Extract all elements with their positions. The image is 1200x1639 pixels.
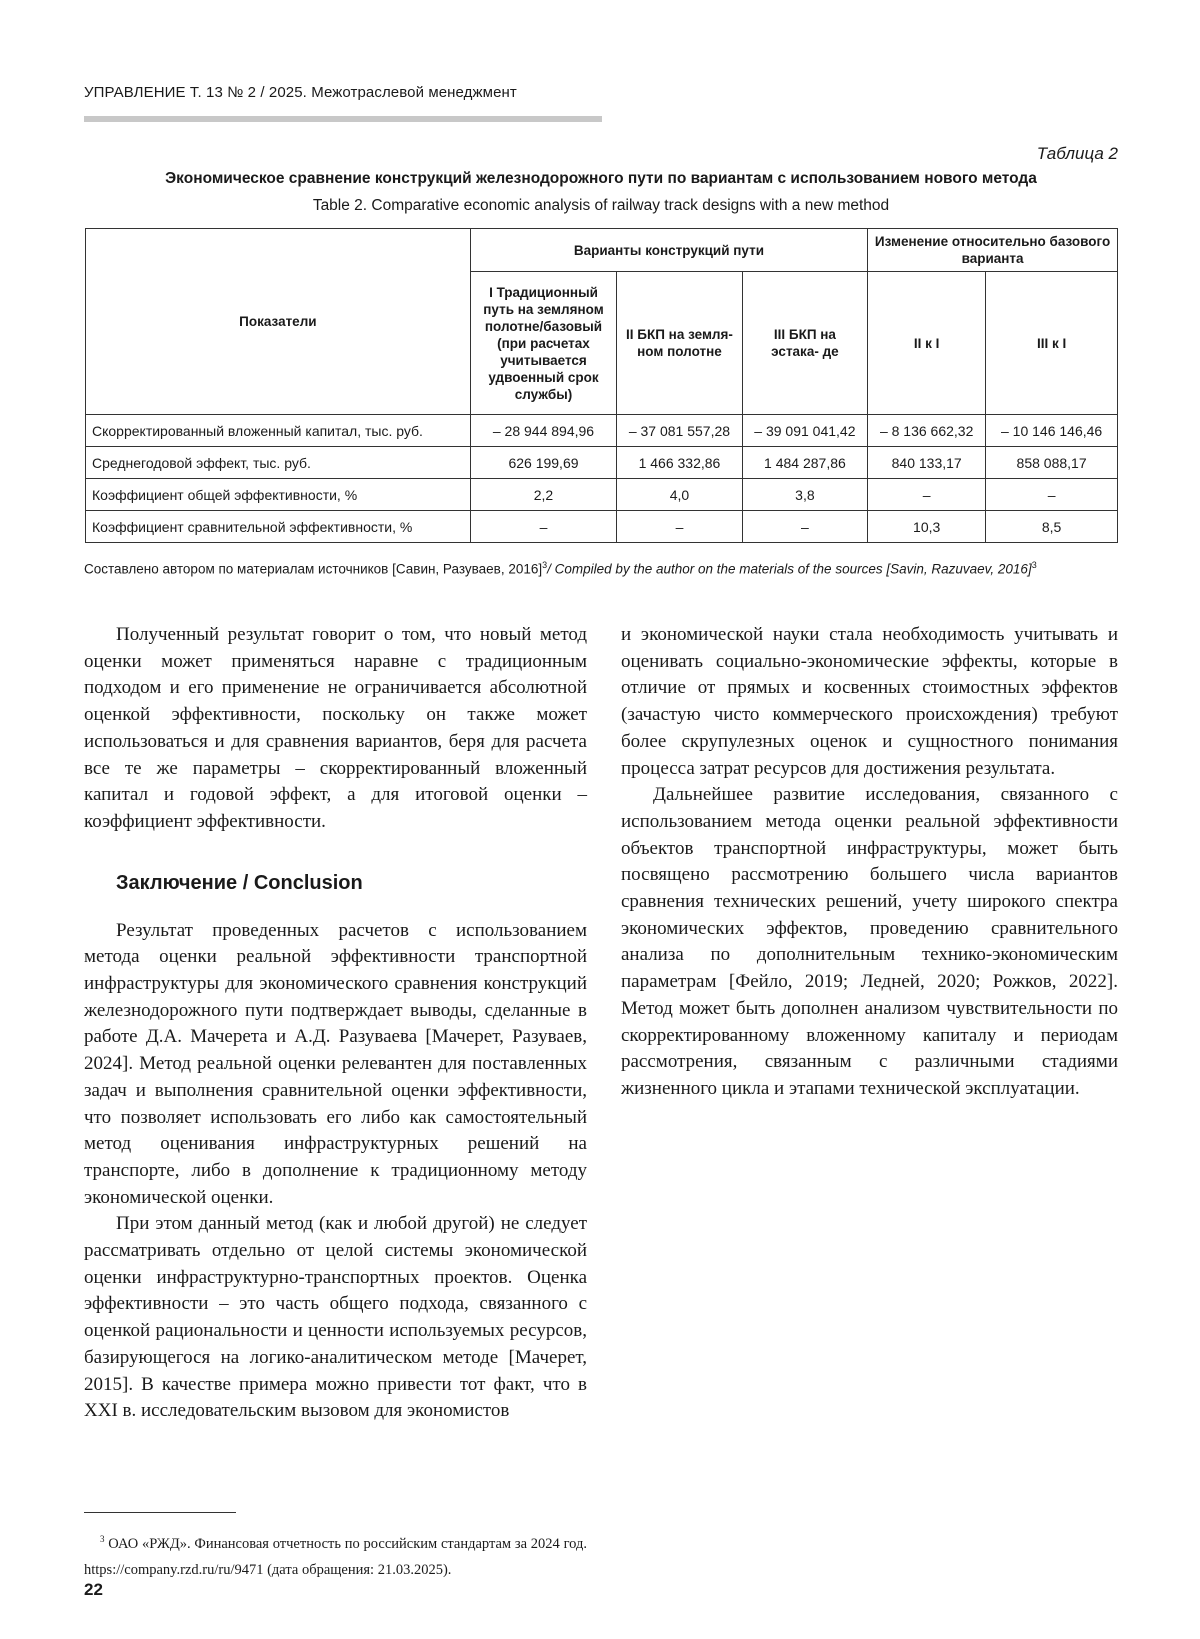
cell: – bbox=[742, 511, 867, 543]
table-title-ru: Экономическое сравнение конструкций железнодорожного пути по вариантам с использованием нового метода bbox=[165, 170, 1037, 187]
table-row bbox=[86, 415, 1118, 447]
header-col4: II к I bbox=[868, 272, 986, 415]
table-header-row bbox=[86, 229, 1118, 272]
cell: 8,5 bbox=[986, 511, 1118, 543]
right-column bbox=[621, 622, 1118, 1103]
cell: 2,2 bbox=[470, 479, 617, 511]
cell: 3,8 bbox=[742, 479, 867, 511]
cell: 1 466 332,86 bbox=[617, 447, 742, 479]
paragraph: При этом данный метод (как и любой другой) не следует рассматривать отдельно от целой системы экономической оценки инфраструктурно-транспортных проектов. Оценка эффективности – это часть общего подхода, связанного с оценкой рациональности и ценности используемых ресурсов, базирующегося на логико-аналитическом методе [Мачерет, 2015]. В качестве примера можно привести тот факт, что в XXI в. исследовательским вызовом для экономистов bbox=[84, 1213, 587, 1422]
source-en: / Compiled by the author on the materials of the sources [Savin, Razuvaev, 2016] bbox=[547, 561, 1032, 577]
paragraph: Полученный результат говорит о том, что новый метод оценки может применяться наравне с традиционным подходом и его применение не ограничивается абсолютной оценкой эффективности, поскольку он также может использоваться и для сравнения вариантов, беря для расчета все те же параметры – скорректированный вложенный капитал и годовой эффект, а для итоговой оценки – коэффициент эффективности. bbox=[84, 624, 587, 832]
footnote-mark: 3 bbox=[100, 1534, 105, 1544]
table-title-en: Table 2. Comparative economic analysis of railway track designs with a new method bbox=[312, 197, 890, 214]
table-row bbox=[86, 479, 1118, 511]
table-row bbox=[86, 511, 1118, 543]
cell: 840 133,17 bbox=[868, 447, 986, 479]
journal-name: УПРАВЛЕНИЕ bbox=[84, 84, 186, 101]
cell: 626 199,69 bbox=[470, 447, 617, 479]
left-column bbox=[84, 622, 587, 1425]
footnote-rule bbox=[84, 1512, 236, 1513]
header-col2: II БКП на земля- ном полотне bbox=[617, 272, 742, 415]
row-label: Среднегодовой эффект, тыс. руб. bbox=[86, 447, 471, 479]
header-col1: I Традиционный путь на земляном полотне/базовый (при расчетах учитывается удвоенный срок службы) bbox=[470, 272, 617, 415]
header-col5: III к I bbox=[986, 272, 1118, 415]
cell: – bbox=[617, 511, 742, 543]
table-row bbox=[86, 447, 1118, 479]
table-label: Таблица 2 bbox=[1036, 144, 1118, 163]
source-ru: Составлено автором по материалам источников [Савин, Разуваев, 2016] bbox=[84, 561, 543, 577]
header-col3: III БКП на эстака- де bbox=[742, 272, 867, 415]
issue-info: Т. 13 № 2 / 2025. Межотраслевой менеджмент bbox=[189, 84, 517, 101]
cell: – bbox=[470, 511, 617, 543]
comparison-table bbox=[85, 228, 1118, 543]
section-heading: Заключение / Conclusion bbox=[116, 871, 363, 894]
cell: – bbox=[986, 479, 1118, 511]
row-label: Коэффициент общей эффективности, % bbox=[86, 479, 471, 511]
paragraph: Дальнейшее развитие исследования, связанного с использованием метода оценки реальной эффективности объектов транспортной инфраструктуры, может быть посвящено рассмотрению большего числа вариантов сравнения технических решений, учету широкого спектра экономических эффектов, проведению сравнительного анализа по дополнительным технико-экономическим параметрам [Фейло, 2019; Ледней, 2020; Рожков, 2022]. Метод может быть дополнен анализом чувствительности по скорректированному вложенному капиталу и периодам рассмотрения, связанным с различными стадиями жизненного цикла и этапами технической эксплуатации. bbox=[621, 784, 1118, 1099]
source-footnote-mark-en: 3 bbox=[1031, 560, 1037, 570]
row-label: Скорректированный вложенный капитал, тыс. руб. bbox=[86, 415, 471, 447]
paragraph: Результат проведенных расчетов с использованием метода оценки реальной эффективности транспортной инфраструктуры для экономического сравнения конструкций железнодорожного пути подтверждает выводы, сделанные в работе Д.А. Мачерета и А.Д. Разуваева [Мачерет, Разуваев, 2024]. Метод реальной оценки релевантен для поставленных задач и выполнения сравнительной оценки эффективности, что позволяет использовать его либо как самостоятельный метод оценивания инфраструктурных решений на транспорте, либо в дополнение к традиционному методу экономической оценки. bbox=[84, 919, 587, 1208]
cell: – 10 146 146,46 bbox=[986, 415, 1118, 447]
cell: 1 484 287,86 bbox=[742, 447, 867, 479]
cell: – 39 091 041,42 bbox=[742, 415, 867, 447]
cell: 4,0 bbox=[617, 479, 742, 511]
cell: 10,3 bbox=[868, 511, 986, 543]
table-source-note bbox=[84, 560, 1037, 577]
cell: – 28 944 894,96 bbox=[470, 415, 617, 447]
paragraph: и экономической науки стала необходимость учитывать и оценивать социально-экономические эффекты, которые в отличие от прямых и косвенных стоимостных эффектов (зачастую чисто коммерческого происхождения) требуют более скрупулезных оценок и сущностного понимания процесса затрат ресурсов для достижения результата. bbox=[621, 624, 1118, 779]
header-rule bbox=[84, 116, 602, 122]
row-label: Коэффициент сравнительной эффективности, % bbox=[86, 511, 471, 543]
header-variants: Варианты конструкций пути bbox=[470, 229, 867, 272]
source-footnote-mark: 3 bbox=[542, 560, 548, 570]
page-number: 22 bbox=[84, 1580, 103, 1599]
cell: – 8 136 662,32 bbox=[868, 415, 986, 447]
cell: – bbox=[868, 479, 986, 511]
footnote bbox=[84, 1526, 587, 1583]
footnote-text: ОАО «РЖД». Финансовая отчетность по российским стандартам за 2024 год. https://company.rzd.ru/ru/9471 (дата обращения: 21.03.2025). bbox=[84, 1535, 587, 1578]
header-indicators: Показатели bbox=[86, 229, 471, 415]
running-header bbox=[84, 84, 517, 101]
cell: 858 088,17 bbox=[986, 447, 1118, 479]
header-change: Изменение относительно базового варианта bbox=[868, 229, 1118, 272]
cell: – 37 081 557,28 bbox=[617, 415, 742, 447]
